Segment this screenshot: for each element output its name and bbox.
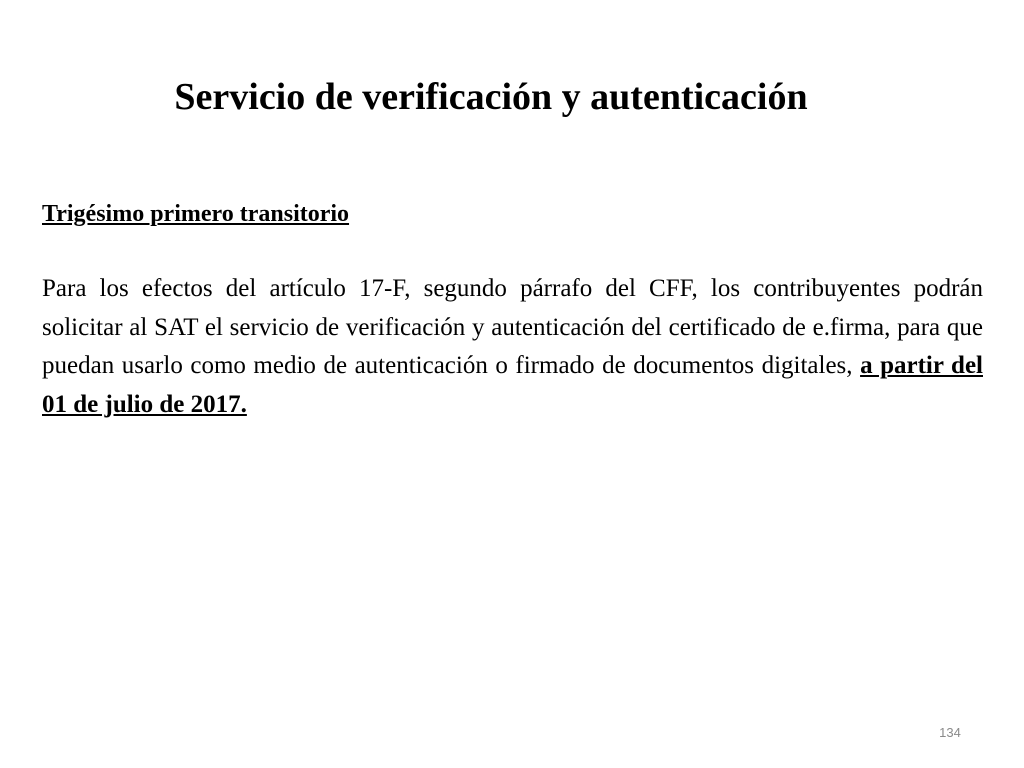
slide-title: Servicio de verificación y autenticación [174, 76, 808, 118]
page-number: 134 [939, 725, 961, 740]
body-paragraph-text: Para los efectos del artículo 17-F, segundo párrafo del CFF, los contribuyentes podrán solicitar al SAT el servicio de verificación y autenticación del certificado de e.firma, para que puedan usarlo como medio de autenticación o firmado de documentos digitales, [42, 275, 983, 380]
section-heading: Trigésimo primero transitorio [42, 201, 350, 227]
effective-date-emphasis: a partir del 01 de julio de 2017. [42, 352, 983, 418]
body-paragraph [42, 270, 983, 424]
